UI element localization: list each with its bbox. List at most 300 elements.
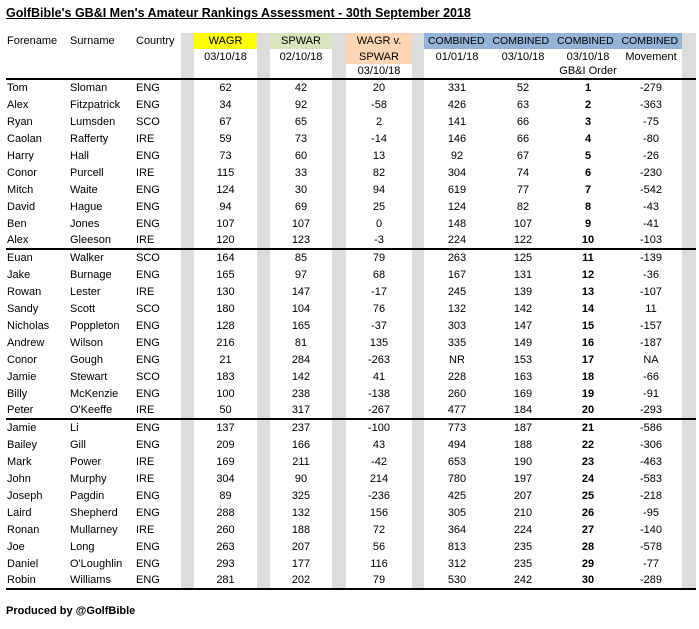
column-separator	[181, 33, 194, 49]
combined-0101-cell: 530	[424, 572, 490, 589]
column-separator	[332, 436, 346, 453]
combined-0310-cell: 184	[490, 402, 556, 419]
wagr-v-spwar-cell: -138	[367, 387, 391, 400]
column-separator	[332, 96, 346, 113]
column-separator	[332, 504, 346, 521]
forename-cell: David	[7, 200, 36, 213]
gbi-order-cell: 24	[581, 472, 595, 485]
column-separator	[181, 385, 194, 402]
table-row	[6, 130, 696, 147]
combined-0101-cell: 312	[447, 557, 467, 570]
gbi-order-cell: 28	[581, 540, 595, 553]
column-separator	[257, 283, 270, 300]
country-cell: ENG	[136, 200, 160, 213]
combined-0310-cell: 163	[513, 370, 533, 383]
gbi-order-cell: 1	[584, 82, 592, 94]
gbi-order-cell: 3	[584, 115, 592, 128]
wagr-cell: 216	[216, 336, 235, 349]
column-separator	[412, 368, 424, 385]
spwar-cell: 107	[291, 217, 311, 230]
country-cell: IRE	[136, 285, 155, 298]
header-spacer	[6, 49, 69, 64]
forename-cell: Conor	[7, 166, 37, 179]
column-separator	[181, 521, 194, 538]
surname-cell: Walker	[70, 252, 104, 264]
table-row	[6, 334, 696, 351]
wagr-cell: 50	[194, 402, 257, 419]
column-separator	[682, 164, 696, 181]
column-separator	[181, 283, 194, 300]
table-row	[6, 555, 696, 572]
country-cell: SCO	[136, 370, 160, 383]
column-separator	[412, 487, 424, 504]
header-spacer	[270, 64, 332, 79]
movement-cell: -43	[643, 200, 659, 213]
wagr-cell: 34	[219, 98, 232, 111]
table-row	[6, 198, 696, 215]
column-separator	[682, 249, 696, 266]
combined-0101-cell: 305	[447, 506, 467, 519]
combined-0310-cell: 107	[513, 217, 533, 230]
country-cell: ENG	[135, 572, 181, 589]
wagr-cell: 304	[216, 472, 235, 485]
column-separator	[412, 147, 424, 164]
forename-cell: Robin	[6, 572, 69, 589]
forename-cell: Jake	[7, 268, 31, 281]
column-separator	[332, 33, 346, 49]
combined-0310-cell: 66	[516, 115, 530, 128]
wagr-cell: 107	[216, 217, 235, 230]
combined-0310-cell: 139	[513, 285, 533, 298]
column-separator	[682, 113, 696, 130]
movement-cell: 11	[645, 302, 657, 315]
column-separator	[332, 49, 346, 64]
header-combined-date-2: 03/10/18	[501, 50, 545, 63]
movement-cell: -95	[643, 506, 659, 519]
column-separator	[257, 538, 270, 555]
column-separator	[412, 164, 424, 181]
wagr-cell: 164	[216, 252, 235, 264]
spwar-cell: 73	[294, 132, 308, 145]
movement-cell: -187	[639, 336, 663, 349]
column-separator	[332, 334, 346, 351]
movement-cell: -41	[643, 217, 659, 230]
gbi-order-cell: 21	[581, 422, 595, 434]
table-row	[6, 79, 696, 96]
movement-cell: -583	[639, 472, 663, 485]
column-separator	[332, 198, 346, 215]
spwar-cell: 132	[291, 506, 311, 519]
wagr-cell: 21	[219, 353, 232, 366]
wagr-cell: 183	[216, 370, 235, 383]
spwar-cell: 92	[294, 98, 308, 111]
column-separator	[181, 96, 194, 113]
gbi-order-cell: 10	[556, 232, 620, 249]
column-separator	[181, 538, 194, 555]
country-cell: IRE	[136, 472, 155, 485]
wagr-v-spwar-cell: 79	[372, 252, 386, 264]
column-separator	[682, 300, 696, 317]
movement-cell: -36	[643, 268, 659, 281]
surname-cell: Li	[70, 422, 79, 434]
column-separator	[257, 317, 270, 334]
table-row	[6, 283, 696, 300]
column-separator	[181, 215, 194, 232]
gbi-order-cell: 15	[581, 319, 595, 332]
column-separator	[181, 164, 194, 181]
column-separator	[412, 96, 424, 113]
wagr-cell: 67	[219, 115, 232, 128]
table-row	[6, 113, 696, 130]
combined-0101-cell: 813	[447, 540, 467, 553]
movement-cell: -289	[620, 572, 682, 589]
column-separator	[332, 572, 346, 589]
column-separator	[257, 113, 270, 130]
combined-0310-cell: 235	[513, 557, 533, 570]
country-cell: IRE	[135, 232, 181, 249]
surname-cell: Lester	[70, 285, 101, 298]
surname-cell: Jones	[70, 217, 100, 230]
column-separator	[682, 96, 696, 113]
header-country: Country	[136, 35, 175, 47]
wagr-v-spwar-cell: -267	[346, 402, 412, 419]
combined-0101-cell: 263	[447, 252, 467, 264]
spwar-cell: 42	[294, 82, 308, 94]
combined-0101-cell: 260	[447, 387, 467, 400]
column-separator	[257, 419, 270, 436]
column-separator	[682, 402, 696, 419]
column-separator	[257, 147, 270, 164]
column-separator	[257, 504, 270, 521]
column-separator	[332, 164, 346, 181]
gbi-order-cell: 29	[581, 557, 595, 570]
column-separator	[181, 79, 194, 96]
column-separator	[682, 470, 696, 487]
movement-cell: -139	[639, 252, 663, 264]
movement-cell: -279	[639, 82, 663, 94]
column-separator	[332, 402, 346, 419]
wagr-cell: 281	[194, 572, 257, 589]
movement-cell: -107	[639, 285, 663, 298]
combined-0310-cell: 74	[516, 166, 530, 179]
column-separator	[682, 317, 696, 334]
spwar-cell: 207	[291, 540, 311, 553]
wagr-v-spwar-cell: -58	[371, 98, 387, 111]
combined-0101-cell: 167	[447, 268, 467, 281]
column-separator	[682, 453, 696, 470]
header-wagr-v-spwar-line2: SPWAR	[346, 49, 412, 64]
column-separator	[412, 266, 424, 283]
column-separator	[181, 436, 194, 453]
table-row	[6, 470, 696, 487]
forename-cell: Caolan	[7, 132, 42, 145]
header-combined-2: COMBINED	[492, 35, 550, 47]
table-row	[6, 402, 696, 419]
column-separator	[181, 249, 194, 266]
country-cell: ENG	[136, 82, 160, 94]
movement-cell: -80	[643, 132, 659, 145]
column-separator	[257, 96, 270, 113]
surname-cell: Waite	[70, 183, 98, 196]
wagr-v-spwar-cell: 68	[372, 268, 386, 281]
forename-cell: Conor	[7, 353, 37, 366]
combined-0101-cell: 335	[447, 336, 467, 349]
forename-cell: Sandy	[7, 302, 39, 315]
column-separator	[332, 79, 346, 96]
column-separator	[257, 368, 270, 385]
wagr-v-spwar-cell: 214	[369, 472, 389, 485]
header-gbi-order: GB&I Order	[556, 64, 620, 79]
header-forename: Forename	[7, 35, 58, 47]
column-separator	[412, 64, 424, 79]
country-cell: ENG	[136, 98, 160, 111]
column-separator	[682, 147, 696, 164]
column-separator	[412, 572, 424, 589]
column-separator	[412, 504, 424, 521]
column-separator	[682, 385, 696, 402]
wagr-v-spwar-cell: 156	[369, 506, 389, 519]
movement-cell: -140	[639, 523, 663, 536]
movement-cell: -586	[639, 422, 663, 434]
header-spacer	[135, 49, 181, 64]
column-separator	[257, 521, 270, 538]
gbi-order-cell: 5	[584, 149, 592, 162]
column-separator	[332, 453, 346, 470]
spwar-cell: 202	[270, 572, 332, 589]
country-cell: IRE	[136, 455, 155, 468]
combined-0101-cell: 364	[447, 523, 467, 536]
column-separator	[682, 487, 696, 504]
combined-0101-cell: 228	[447, 370, 467, 383]
wagr-v-spwar-cell: 0	[375, 217, 383, 230]
column-separator	[181, 487, 194, 504]
column-separator	[412, 181, 424, 198]
column-separator	[332, 521, 346, 538]
country-cell: IRE	[136, 166, 155, 179]
column-separator	[257, 436, 270, 453]
wagr-cell: 130	[216, 285, 235, 298]
column-separator	[412, 453, 424, 470]
movement-cell: -218	[639, 489, 663, 502]
gbi-order-cell: 8	[584, 200, 592, 213]
surname-cell: Sloman	[70, 82, 108, 94]
column-separator	[682, 538, 696, 555]
country-cell: ENG	[136, 183, 160, 196]
surname-cell: Stewart	[70, 370, 108, 383]
surname-cell: Williams	[69, 572, 135, 589]
column-separator	[412, 79, 424, 96]
wagr-cell: 128	[216, 319, 235, 332]
forename-cell: Joseph	[7, 489, 43, 502]
combined-0310-cell: 125	[513, 252, 533, 264]
column-separator	[181, 504, 194, 521]
column-separator	[257, 385, 270, 402]
table-row	[6, 232, 696, 249]
column-separator	[181, 334, 194, 351]
column-separator	[332, 385, 346, 402]
table-row	[6, 181, 696, 198]
surname-cell: Mullarney	[70, 523, 118, 536]
spwar-cell: 81	[294, 336, 308, 349]
combined-0101-cell: 426	[447, 98, 467, 111]
column-separator	[412, 215, 424, 232]
wagr-cell: 100	[216, 387, 235, 400]
column-separator	[412, 300, 424, 317]
combined-0310-cell: 147	[513, 319, 533, 332]
movement-cell: -293	[620, 402, 682, 419]
wagr-v-spwar-cell: 41	[372, 370, 386, 383]
column-separator	[412, 436, 424, 453]
column-separator	[412, 49, 424, 64]
movement-cell: -578	[639, 540, 663, 553]
wagr-v-spwar-cell: 25	[372, 200, 386, 213]
column-separator	[412, 351, 424, 368]
surname-cell: Pagdin	[70, 489, 105, 502]
combined-0310-cell: 210	[513, 506, 533, 519]
forename-cell: Ryan	[7, 115, 33, 128]
forename-cell: Daniel	[7, 557, 39, 570]
header-spacer	[69, 64, 135, 79]
country-cell: SCO	[136, 252, 160, 264]
combined-0101-cell: 146	[447, 132, 467, 145]
column-separator	[181, 402, 194, 419]
column-separator	[332, 317, 346, 334]
surname-cell: Shepherd	[70, 506, 118, 519]
surname-cell: Gleeson	[69, 232, 135, 249]
wagr-cell: 288	[216, 506, 235, 519]
forename-cell: Billy	[7, 387, 28, 400]
wagr-v-spwar-cell: 2	[375, 115, 383, 128]
combined-0310-cell: 197	[513, 472, 533, 485]
column-separator	[332, 130, 346, 147]
combined-0101-cell: NR	[449, 353, 465, 366]
combined-0310-cell: 235	[513, 540, 533, 553]
spwar-cell: 325	[291, 489, 311, 502]
header-wagr-v-spwar-date: 03/10/18	[346, 64, 412, 79]
combined-0310-cell: 67	[516, 149, 530, 162]
header-wagr-date: 03/10/18	[204, 50, 247, 63]
header-combined-group	[424, 33, 682, 49]
combined-0310-cell: 63	[516, 98, 530, 111]
wagr-cell: 165	[216, 268, 235, 281]
column-separator	[412, 334, 424, 351]
header-spwar-date: 02/10/18	[279, 50, 323, 63]
table-row	[6, 351, 696, 368]
header-combined-3: COMBINED	[556, 35, 614, 47]
column-separator	[181, 130, 194, 147]
column-separator	[682, 232, 696, 249]
combined-0310-cell: 187	[513, 422, 533, 434]
surname-cell: Wilson	[70, 336, 104, 349]
header-wagr-v-spwar: WAGR v.	[346, 33, 412, 49]
wagr-cell: 124	[216, 183, 235, 196]
spwar-cell: 85	[294, 252, 308, 264]
wagr-cell: 263	[216, 540, 235, 553]
column-separator	[257, 351, 270, 368]
wagr-v-spwar-cell: 72	[372, 523, 386, 536]
column-separator	[412, 538, 424, 555]
page-title: GolfBible's GB&I Men's Amateur Rankings Assessment - 30th September 2018	[6, 6, 471, 20]
column-separator	[332, 300, 346, 317]
header-spwar: SPWAR	[270, 33, 332, 49]
column-separator	[181, 419, 194, 436]
column-separator	[412, 249, 424, 266]
combined-0310-cell: 131	[513, 268, 533, 281]
column-separator	[682, 504, 696, 521]
column-separator	[181, 113, 194, 130]
wagr-cell: 169	[216, 455, 235, 468]
combined-0101-cell: 303	[447, 319, 467, 332]
movement-cell: -103	[620, 232, 682, 249]
wagr-v-spwar-cell: 82	[372, 166, 386, 179]
table-row	[6, 453, 696, 470]
country-cell: IRE	[135, 402, 181, 419]
gbi-order-cell: 7	[584, 183, 592, 196]
column-separator	[181, 368, 194, 385]
country-cell: ENG	[136, 319, 160, 332]
surname-cell: O'Keeffe	[69, 402, 135, 419]
forename-cell: Mark	[7, 455, 32, 468]
column-separator	[332, 249, 346, 266]
gbi-order-cell: 4	[584, 132, 592, 145]
column-separator	[181, 555, 194, 572]
header-spacer	[135, 64, 181, 79]
wagr-v-spwar-cell: 76	[372, 302, 386, 315]
surname-cell: Purcell	[70, 166, 104, 179]
column-separator	[682, 130, 696, 147]
table-row	[6, 147, 696, 164]
column-separator	[257, 130, 270, 147]
spwar-cell: 237	[291, 422, 311, 434]
movement-cell: -66	[643, 370, 659, 383]
movement-cell: -306	[639, 438, 663, 451]
wagr-cell: 260	[216, 523, 235, 536]
column-separator	[332, 555, 346, 572]
wagr-cell: 89	[219, 489, 232, 502]
column-separator	[412, 283, 424, 300]
column-separator	[682, 368, 696, 385]
combined-0101-cell: 494	[447, 438, 467, 451]
header-combined-date-3: 03/10/18	[566, 50, 610, 63]
spwar-cell: 211	[292, 455, 310, 468]
wagr-v-spwar-cell: 43	[372, 438, 386, 451]
table-row	[6, 368, 696, 385]
movement-cell: -26	[643, 149, 659, 162]
wagr-v-spwar-cell: -236	[367, 489, 391, 502]
wagr-v-spwar-cell: -14	[371, 132, 387, 145]
column-separator	[412, 385, 424, 402]
column-separator	[181, 351, 194, 368]
column-separator	[682, 283, 696, 300]
combined-0310-cell: 188	[513, 438, 533, 451]
combined-0101-cell: 141	[447, 115, 467, 128]
column-separator	[682, 436, 696, 453]
table-row	[6, 538, 696, 555]
forename-cell: John	[7, 472, 31, 485]
column-separator	[257, 300, 270, 317]
country-cell: ENG	[136, 422, 160, 434]
combined-0310-cell: 77	[516, 183, 530, 196]
combined-0310-cell: 207	[513, 489, 533, 502]
wagr-v-spwar-cell: 56	[372, 540, 386, 553]
forename-cell: Euan	[7, 252, 33, 264]
combined-0310-cell: 242	[490, 572, 556, 589]
country-cell: ENG	[136, 540, 160, 553]
column-separator	[257, 572, 270, 589]
column-separator	[332, 232, 346, 249]
table-row	[6, 436, 696, 453]
combined-0310-cell: 122	[490, 232, 556, 249]
